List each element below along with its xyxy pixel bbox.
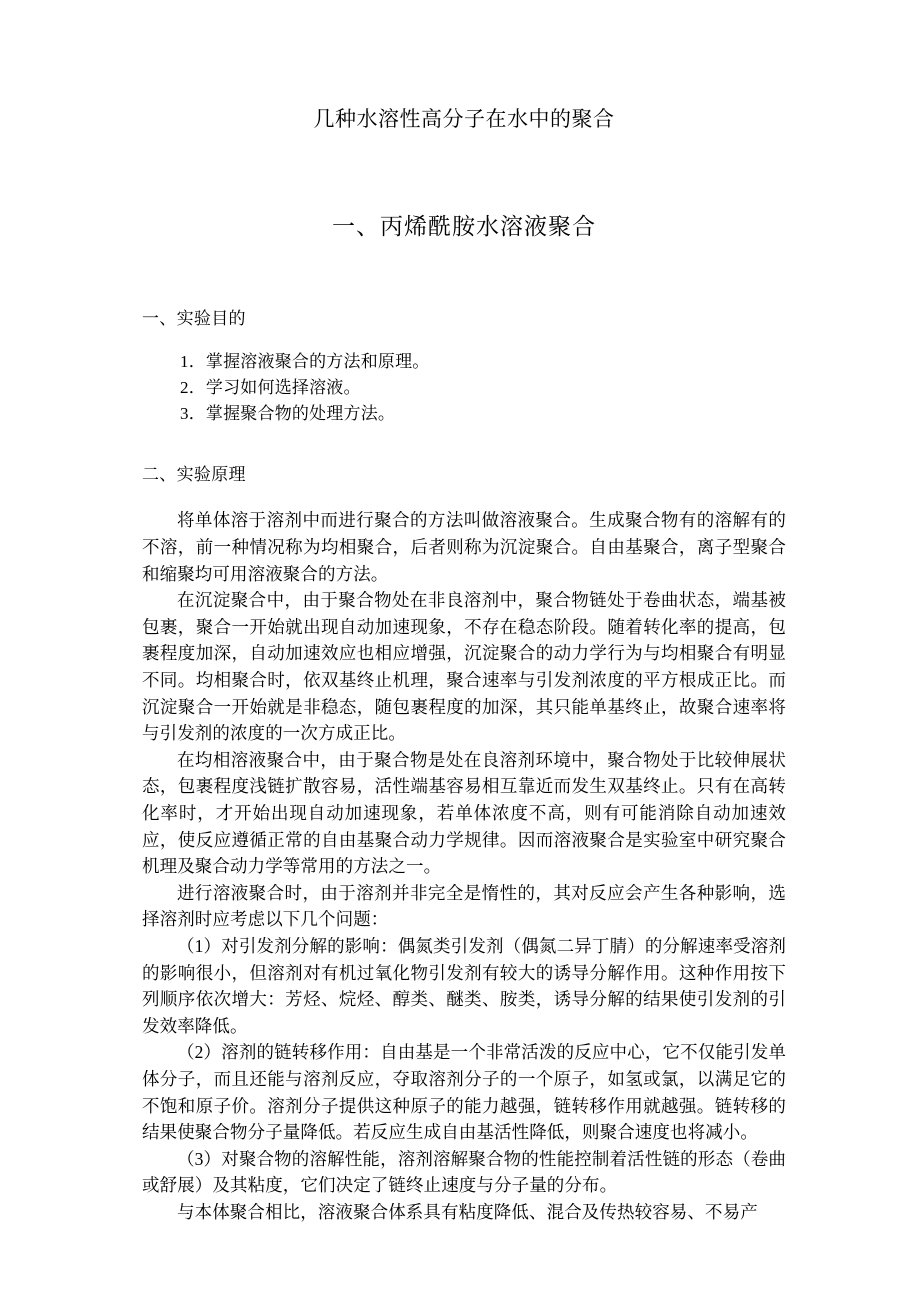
heading-experiment-purpose: 一、实验目的	[142, 309, 246, 328]
paragraph: 在沉淀聚合中，由于聚合物处在非良溶剂中，聚合物链处于卷曲状态，端基被包裹，聚合一开始就出现自动加速现象，不存在稳态阶段。随着转化率的提高，包裹程度加深，自动加速效应也相应增强，沉淀聚合的动力学行为与均相聚合有明显不同。均相聚合时，依双基终止机理，聚合速率与引发剂浓度的平方根成正比。而沉淀聚合一开始就是非稳态，随包裹程度的加深，其只能单基终止，故聚合速率将与引发剂的浓度的一次方成正比。	[142, 590, 786, 744]
paragraph: 在均相溶液聚合中，由于聚合物是处在良溶剂环境中，聚合物处于比较伸展状态，包裹程度浅链扩散容易，活性端基容易相互靠近而发生双基终止。只有在高转化率时，才开始出现自动加速现象，若单体浓度不高，则有可能消除自动加速效应，使反应遵循正常的自由基聚合动力学规律。因而溶液聚合是实验室中研究聚合机理及聚合动力学等常用的方法之一。	[142, 749, 786, 877]
paragraph: （1）对引发剂分解的影响：偶氮类引发剂（偶氮二异丁腈）的分解速率受溶剂的影响很小，但溶剂对有机过氧化物引发剂有较大的诱导分解作用。这种作用按下列顺序依次增大：芳烃、烷烃、醇类、醚类、胺类，诱导分解的结果使引发剂的引发效率降低。	[142, 935, 786, 1036]
document-content	[142, 104, 786, 1226]
section-title: 一、丙烯酰胺水溶液聚合	[332, 213, 596, 239]
list-item: 3．掌握聚合物的处理方法。	[180, 403, 396, 423]
paragraph: （2）溶剂的链转移作用：自由基是一个非常活泼的反应中心，它不仅能引发单体分子，而且还能与溶剂反应，夺取溶剂分子的一个原子，如氢或氯，以满足它的不饱和原子价。溶剂分子提供这种原子的能力越强，链转移作用就越强。链转移的结果使聚合物分子量降低。若反应生成自由基活性降低，则聚合速度也将减小。	[142, 1042, 786, 1143]
page-title: 几种水溶性高分子在水中的聚合	[313, 107, 615, 131]
purpose-list	[142, 349, 786, 426]
purpose-list-container	[142, 329, 786, 426]
paragraph: 进行溶液聚合时，由于溶剂并非完全是惰性的，其对反应会产生各种影响，选择溶剂时应考虑以下几个问题：	[142, 882, 786, 930]
list-item: 2．学习如何选择溶液。	[180, 377, 361, 397]
paragraph: 与本体聚合相比，溶液聚合体系具有粘度降低、混合及传热较容易、不易产	[177, 1201, 758, 1222]
principle-body	[142, 485, 786, 1225]
paragraph: （3）对聚合物的溶解性能，溶剂溶解聚合物的性能控制着活性链的形态（卷曲或舒展）及其粘度，它们决定了链终止速度与分子量的分布。	[142, 1148, 786, 1196]
heading-experiment-principle: 二、实验原理	[142, 465, 246, 485]
paragraph: 将单体溶于溶剂中而进行聚合的方法叫做溶液聚合。生成聚合物有的溶解有的不溶，前一种情况称为均相聚合，后者则称为沉淀聚合。自由基聚合，离子型聚合和缩聚均可用溶液聚合的方法。	[142, 510, 786, 584]
list-item: 1．掌握溶液聚合的方法和原理。	[180, 352, 430, 371]
